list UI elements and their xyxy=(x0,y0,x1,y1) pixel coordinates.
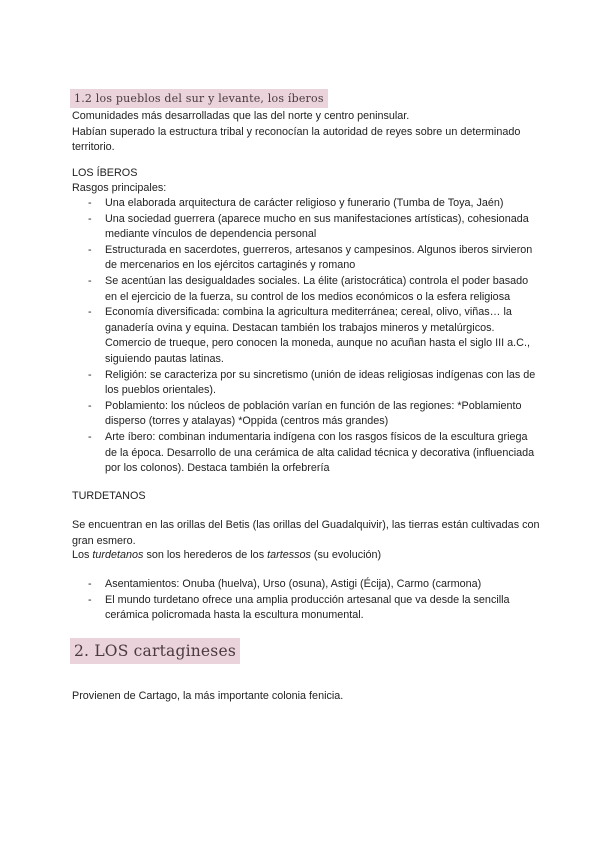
bullet-dash: - xyxy=(88,593,92,606)
list-item-text: El mundo turdetano ofrece una amplia producción artesanal que va desde la sencilla cerámica policromada hasta la escultura monumental. xyxy=(105,593,510,622)
list-item-text: Arte íbero: combinan indumentaria indígena con los rasgos físicos de la escultura griega de la época. Desarrollo de una cerámica de alta calidad técnica y decorativa (influenciada por los colonos). Destaca también la orfebrería xyxy=(105,430,535,475)
list-item xyxy=(88,368,540,399)
text-span: son los herederos de los xyxy=(143,549,268,561)
bullet-dash: - xyxy=(88,368,92,381)
section-heading-1-2: 1.2 los pueblos del sur y levante, los íberos xyxy=(70,89,328,108)
list-item xyxy=(88,593,540,624)
section-2-text: Provienen de Cartago, la más importante colonia fenicia. xyxy=(72,690,344,702)
bullet-dash: - xyxy=(88,274,92,287)
list-item xyxy=(88,399,540,430)
list-item xyxy=(88,196,540,212)
bullet-dash: - xyxy=(88,243,92,256)
section-heading-2: 2. LOS cartagineses xyxy=(70,638,240,664)
list-item-text: Estructurada en sacerdotes, guerreros, artesanos y campesinos. Algunos iberos sirvieron de mercenarios en los ejércitos cartaginés y romano xyxy=(105,243,533,272)
intro-line-1: Comunidades más desarrolladas que las del norte y centro peninsular. xyxy=(72,110,410,122)
turdetanos-paragraph-2 xyxy=(72,548,542,564)
list-item xyxy=(88,243,540,274)
turdetanos-title: TURDETANOS xyxy=(72,490,146,502)
list-item xyxy=(88,577,540,593)
emphasis-turdetanos: turdetanos xyxy=(92,549,144,561)
turdetanos-list xyxy=(88,577,540,624)
list-item-text: Una elaborada arquitectura de carácter religioso y funerario (Tumba de Toya, Jaén) xyxy=(105,197,504,209)
bullet-dash: - xyxy=(88,399,92,412)
list-item xyxy=(88,274,540,305)
intro-line-2: Habían superado la estructura tribal y reconocían la autoridad de reyes sobre un determinado territorio. xyxy=(72,125,521,154)
list-item xyxy=(88,212,540,243)
emphasis-tartessos: tartessos xyxy=(267,549,311,561)
list-item xyxy=(88,430,540,477)
section-1-2-intro xyxy=(72,109,542,156)
turdetanos-paragraph-1: Se encuentran en las orillas del Betis (las orillas del Guadalquivir), las tierras están cultivadas con gran esmero. xyxy=(72,519,540,547)
iberos-subtitle: Rasgos principales: xyxy=(72,182,167,194)
bullet-dash: - xyxy=(88,197,92,209)
bullet-dash: - xyxy=(88,306,92,319)
list-item-text: Asentamientos: Onuba (huelva), Urso (osuna), Astigi (Écija), Carmo (carmona) xyxy=(105,578,482,590)
bullet-dash: - xyxy=(88,212,92,225)
list-item xyxy=(88,305,540,367)
list-item-text: Se acentúan las desigualdades sociales. La élite (aristocrática) controla el poder basado en el ejercicio de la fuerza, su control de los medios económicos o la esfera religiosa xyxy=(105,274,529,303)
iberos-title: LOS ÍBEROS xyxy=(72,167,138,179)
text-span: (su evolución) xyxy=(310,549,382,561)
bullet-dash: - xyxy=(88,430,92,443)
bullet-dash: - xyxy=(88,578,92,590)
list-item-text: Religión: se caracteriza por su sincretismo (unión de ideas religiosas indígenas con las de los pueblos orientales). xyxy=(105,368,536,397)
list-item-text: Economía diversificada: combina la agricultura mediterránea; cereal, olivo, viñas… la ganadería ovina y equina. Destacan también los trabajos mineros y metalúrgicos. Comercio de trueque, pero conocen la moneda, aunque no acuñan hasta el siglo III a.C., siguiendo pautas latinas. xyxy=(105,306,530,365)
list-item-text: Poblamiento: los núcleos de población varían en función de las regiones: *Poblamiento disperso (torres y atalayas) *Oppida (centros más grandes) xyxy=(105,399,522,428)
iberos-list xyxy=(88,196,540,477)
list-item-text: Una sociedad guerrera (aparece mucho en sus manifestaciones artísticas), cohesionada mediante vínculos de dependencia personal xyxy=(105,212,529,241)
text-span: Los xyxy=(72,549,93,561)
